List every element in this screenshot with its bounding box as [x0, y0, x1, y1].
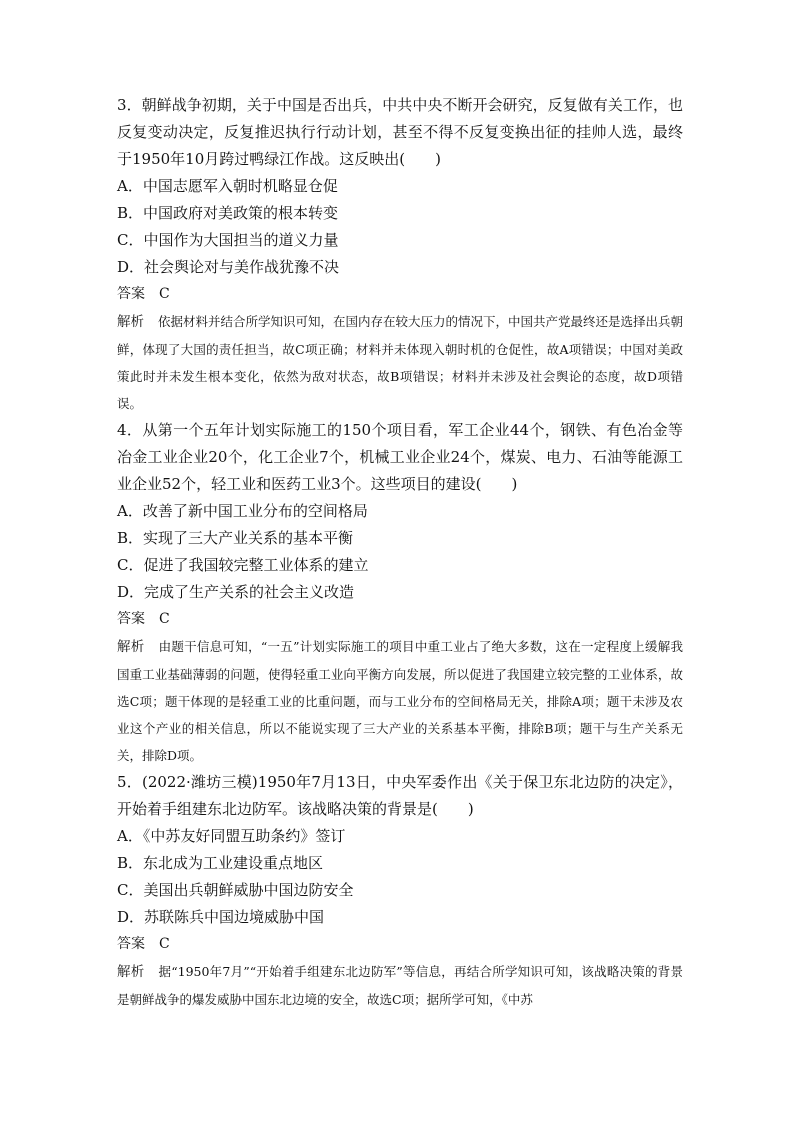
option-d: D．完成了生产关系的社会主义改造 [117, 583, 355, 601]
explanation [117, 308, 683, 417]
explanation [117, 958, 683, 1013]
page-content [117, 92, 683, 1013]
explanation-text: 依据材料并结合所学知识可知，在国内存在较大压力的情况下，中国共产党最终还是选择出兵朝鲜，体现了大国的责任担当，故C项正确；材料并未体现入朝时机的仓促性，故A项错误；中国对美政策此时并未发生根本变化，依然为敌对状态，故B项错误；材料并未涉及社会舆论的态度，故D项错误。 [117, 314, 684, 411]
question-4 [117, 417, 683, 769]
option-c: C．中国作为大国担当的道义力量 [117, 231, 339, 249]
answer-line [117, 281, 683, 308]
question-5 [117, 769, 683, 1013]
explanation-label: 解析 [117, 639, 145, 655]
answer-value: C [159, 936, 170, 952]
option-b: B．实现了三大产业关系的基本平衡 [117, 529, 354, 547]
explanation-text: 由题干信息可知，“一五”计划实际施工的项目中重工业占了绝大多数，这在一定程度上缓解我国重工业基础薄弱的问题，使得轻重工业向平衡方向发展，所以促进了我国建立较完整的工业体系，故选C项；题干体现的是轻重工业的比重问题，而与工业分布的空间格局无关，排除A项；题干未涉及农业这个产业的相关信息，所以不能说实现了三大产业的关系基本平衡，排除B项；题干与生产关系无关，排除D项。 [117, 639, 683, 763]
option-c: C．美国出兵朝鲜威胁中国边防安全 [117, 881, 354, 899]
explanation [117, 633, 683, 769]
answer-line [117, 931, 683, 958]
question-stem: 4．从第一个五年计划实际施工的150个项目看，军工企业44个，钢铁、有色冶金等冶金工业企业20个，化工企业7个，机械工业企业24个，煤炭、电力、石油等能源工业企业52个，轻工业和医药工业3个。这些项目的建设( ) [117, 421, 683, 493]
option-b: B．中国政府对美政策的根本转变 [117, 204, 339, 222]
option-d: D．社会舆论对与美作战犹豫不决 [117, 258, 340, 276]
question-stem: 5．(2022·潍坊三模)1950年7月13日，中央军委作出《关于保卫东北边防的决定》，开始着手组建东北边防军。该战略决策的背景是( ) [117, 773, 683, 818]
answer-label: 答案 [117, 286, 145, 302]
option-a: A．《中苏友好同盟互助条约》签订 [117, 827, 346, 845]
answer-value: C [159, 286, 170, 302]
question-3 [117, 92, 683, 417]
explanation-label: 解析 [117, 964, 145, 980]
option-a: A．改善了新中国工业分布的空间格局 [117, 502, 368, 520]
option-d: D．苏联陈兵中国边境威胁中国 [117, 908, 325, 926]
answer-line [117, 606, 683, 633]
answer-value: C [159, 611, 170, 627]
answer-label: 答案 [117, 611, 145, 627]
question-stem: 3．朝鲜战争初期，关于中国是否出兵，中共中央不断开会研究，反复做有关工作，也反复变动决定，反复推迟执行行动计划，甚至不得不反复变换出征的挂帅人选，最终于1950年10月跨过鸭绿江作战。这反映出( ) [117, 96, 683, 168]
option-c: C．促进了我国较完整工业体系的建立 [117, 556, 369, 574]
explanation-text: 据“1950年7月”“开始着手组建东北边防军”等信息，再结合所学知识可知，该战略决策的背景是朝鲜战争的爆发威胁中国东北边境的安全，故选C项；据所学可知，《中苏 [117, 964, 684, 1007]
option-a: A．中国志愿军入朝时机略显仓促 [117, 177, 338, 195]
answer-label: 答案 [117, 936, 145, 952]
explanation-label: 解析 [117, 314, 144, 330]
option-b: B．东北成为工业建设重点地区 [117, 854, 324, 872]
